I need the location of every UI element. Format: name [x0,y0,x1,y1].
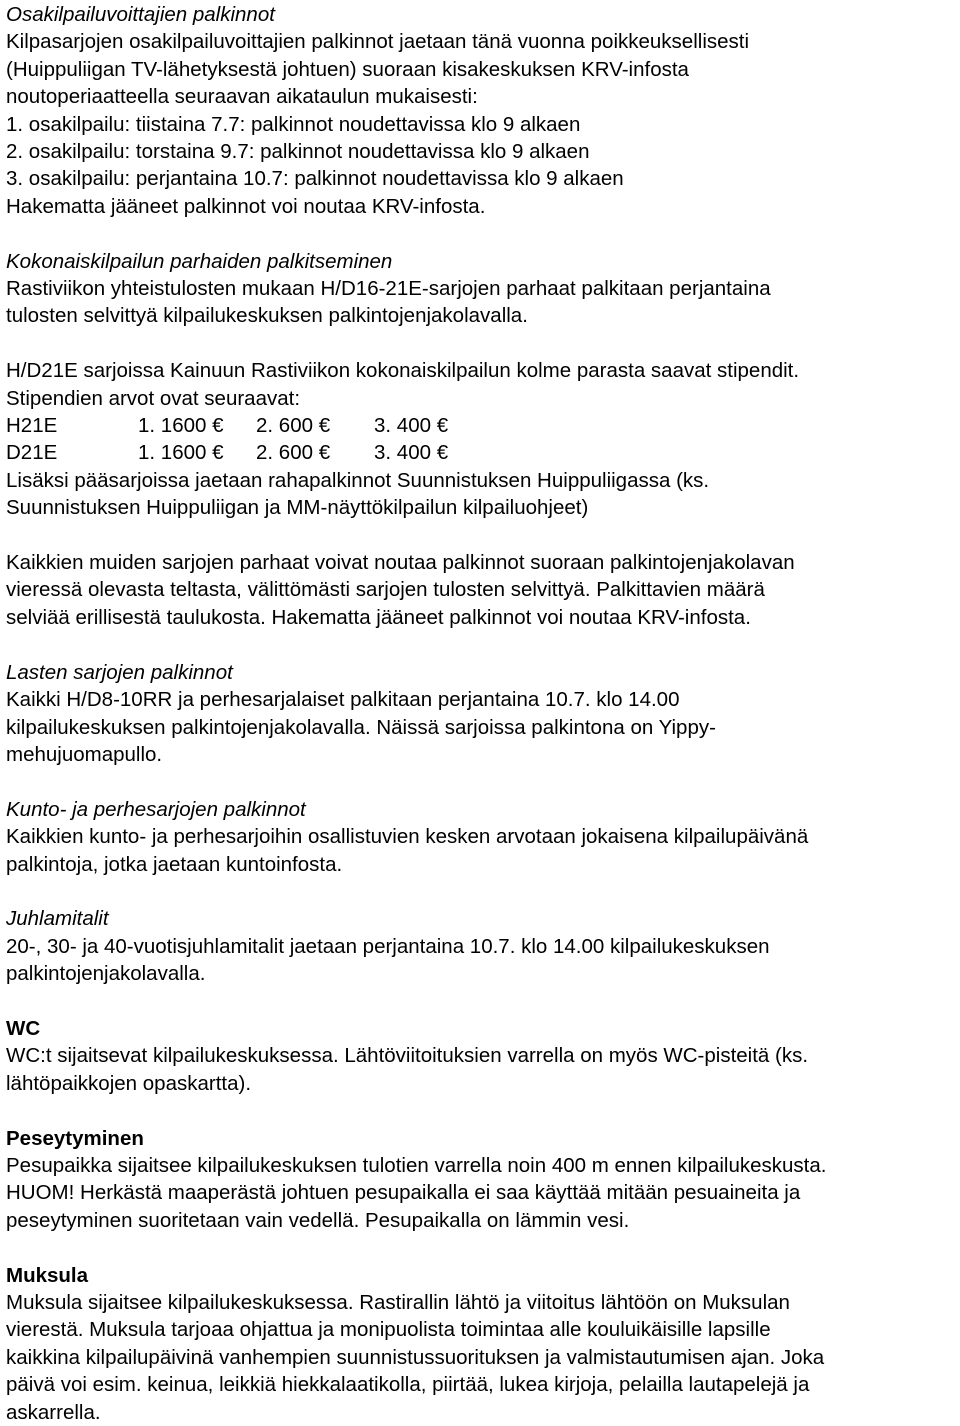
section-heading: Kokonaiskilpailun parhaiden palkitseminen [6,249,393,273]
prize-second: 2. 600 € [256,441,331,465]
text-line: Pesupaikka sijaitsee kilpailukeskuksen tulotien varrella noin 400 m ennen kilpailukeskusta. [6,1153,827,1177]
text-line: Rastiviikon yhteistulosten mukaan H/D16-21E-sarjojen parhaat palkitaan perjantaina [6,277,771,301]
text-line: Lisäksi pääsarjoissa jaetaan rahapalkinnot Suunnistuksen Huippuliigassa (ks. [6,468,710,492]
paragraph-gap [6,878,960,905]
section-peseytyminen [6,1125,960,1235]
text-line: palkintoja, jotka jaetaan kuntoinfosta. [6,852,343,876]
text-line: 2. osakilpailu: torstaina 9.7: palkinnot noudettavissa klo 9 alkaen [6,140,590,164]
text-line: Kilpasarjojen osakilpailuvoittajien palkinnot jaetaan tänä vuonna poikkeuksellisesti [6,30,750,54]
text-line: HUOM! Herkästä maaperästä johtuen pesupaikalla ei saa käyttää mitään pesuaineita ja [6,1181,801,1205]
paragraph-gap [6,1234,960,1261]
text-line: 1. osakilpailu: tiistaina 7.7: palkinnot noudettavissa klo 9 alkaen [6,112,581,136]
paragraph-gap [6,988,960,1015]
section-heading: Muksula [6,1263,89,1287]
text-line: 3. osakilpailu: perjantaina 10.7: palkinnot noudettavissa klo 9 alkaen [6,167,624,191]
text-line: Kaikkien muiden sarjojen parhaat voivat noutaa palkinnot suoraan palkintojenjakolavan [6,551,795,575]
section-heading: Juhlamitalit [6,907,109,931]
text-line: kilpailukeskuksen palkintojenjakolavalla. Näissä sarjoissa palkintona on Yippy- [6,715,716,739]
section-heading: WC [6,1016,41,1040]
paragraph-gap [6,768,960,795]
prize-first: 1. 1600 € [138,414,224,438]
section-muksula [6,1262,960,1426]
text-line: 20-, 30- ja 40-vuotisjuhlamitalit jaetaan perjantaina 10.7. klo 14.00 kilpailukeskuksen [6,934,770,958]
text-line: vieressä olevasta teltasta, välittömästi sarjojen tulosten selvittyä. Palkittavien määrä [6,578,765,602]
prize-first: 1. 1600 € [138,441,224,465]
section-kokonaiskilpailu [6,248,960,632]
paragraph-gap [6,522,960,549]
text-line: (Huippuliigan TV-lähetyksestä johtuen) suoraan kisakeskuksen KRV-infosta [6,57,689,81]
text-line: mehujuomapullo. [6,742,163,766]
text-line: lähtöpaikkojen opaskartta). [6,1071,252,1095]
text-line: Kaikkien kunto- ja perhesarjoihin osallistuvien kesken arvotaan jokaisena kilpailupäivänä [6,825,809,849]
section-osakilpailuvoittajat [6,1,960,220]
text-line: Kaikki H/D8-10RR ja perhesarjalaiset palkitaan perjantaina 10.7. klo 14.00 [6,688,680,712]
text-line: selviää erillisestä taulukosta. Hakematta jääneet palkinnot voi noutaa KRV-infosta. [6,605,751,629]
text-line: Muksula sijaitsee kilpailukeskuksessa. Rastirallin lähtö ja viitoitus lähtöön on Muksulan [6,1290,790,1314]
text-line: noutoperiaatteella seuraavan aikataulun mukaisesti: [6,85,478,109]
section-wc [6,1015,960,1097]
text-line: H/D21E sarjoissa Kainuun Rastiviikon kokonaiskilpailun kolme parasta saavat stipendit. [6,359,800,383]
text-line: palkintojenjakolavalla. [6,962,206,986]
prize-second: 2. 600 € [256,414,331,438]
section-heading: Osakilpailuvoittajien palkinnot [6,3,275,26]
text-line: päivä voi esim. keinua, leikkiä hiekkalaatikolla, piirtää, lukea kirjoja, pelailla lautapelejä ja [6,1373,810,1397]
text-line: peseytyminen suoritetaan vain vedellä. Pesupaikalla on lämmin vesi. [6,1208,630,1232]
text-line: Stipendien arvot ovat seuraavat: [6,386,301,410]
prize-third: 3. 400 € [374,441,449,465]
text-line: vierestä. Muksula tarjoaa ohjattua ja monipuolista toimintaa alle kouluikäisille lapsille [6,1318,771,1342]
paragraph-gap [6,330,960,357]
prize-row-d21e [6,439,960,466]
section-juhlamitalit [6,905,960,987]
section-lasten-sarjat [6,659,960,769]
prize-third: 3. 400 € [374,414,449,438]
prize-row-h21e [6,412,960,439]
section-kunto-perhesarjat [6,796,960,878]
prize-class: H21E [6,414,58,438]
text-line: askarrella. [6,1400,101,1424]
paragraph-gap [6,631,960,658]
text-line: tulosten selvittyä kilpailukeskuksen palkintojenjakolavalla. [6,304,528,328]
text-line: kaikkina kilpailupäivinä vanhempien suunnistussuorituksen ja valmistautumisen ajan. Joka [6,1345,825,1369]
text-line: WC:t sijaitsevat kilpailukeskuksessa. Lähtöviitoituksien varrella on myös WC-pisteitä (ks. [6,1044,809,1068]
paragraph-gap [6,220,960,247]
paragraph-gap [6,1097,960,1124]
section-heading: Kunto- ja perhesarjojen palkinnot [6,797,306,821]
section-heading: Peseytyminen [6,1126,144,1150]
text-line: Hakematta jääneet palkinnot voi noutaa KRV-infosta. [6,194,486,218]
prize-class: D21E [6,441,58,465]
section-heading: Lasten sarjojen palkinnot [6,660,233,684]
text-line: Suunnistuksen Huippuliigan ja MM-näyttökilpailun kilpailuohjeet) [6,496,589,520]
